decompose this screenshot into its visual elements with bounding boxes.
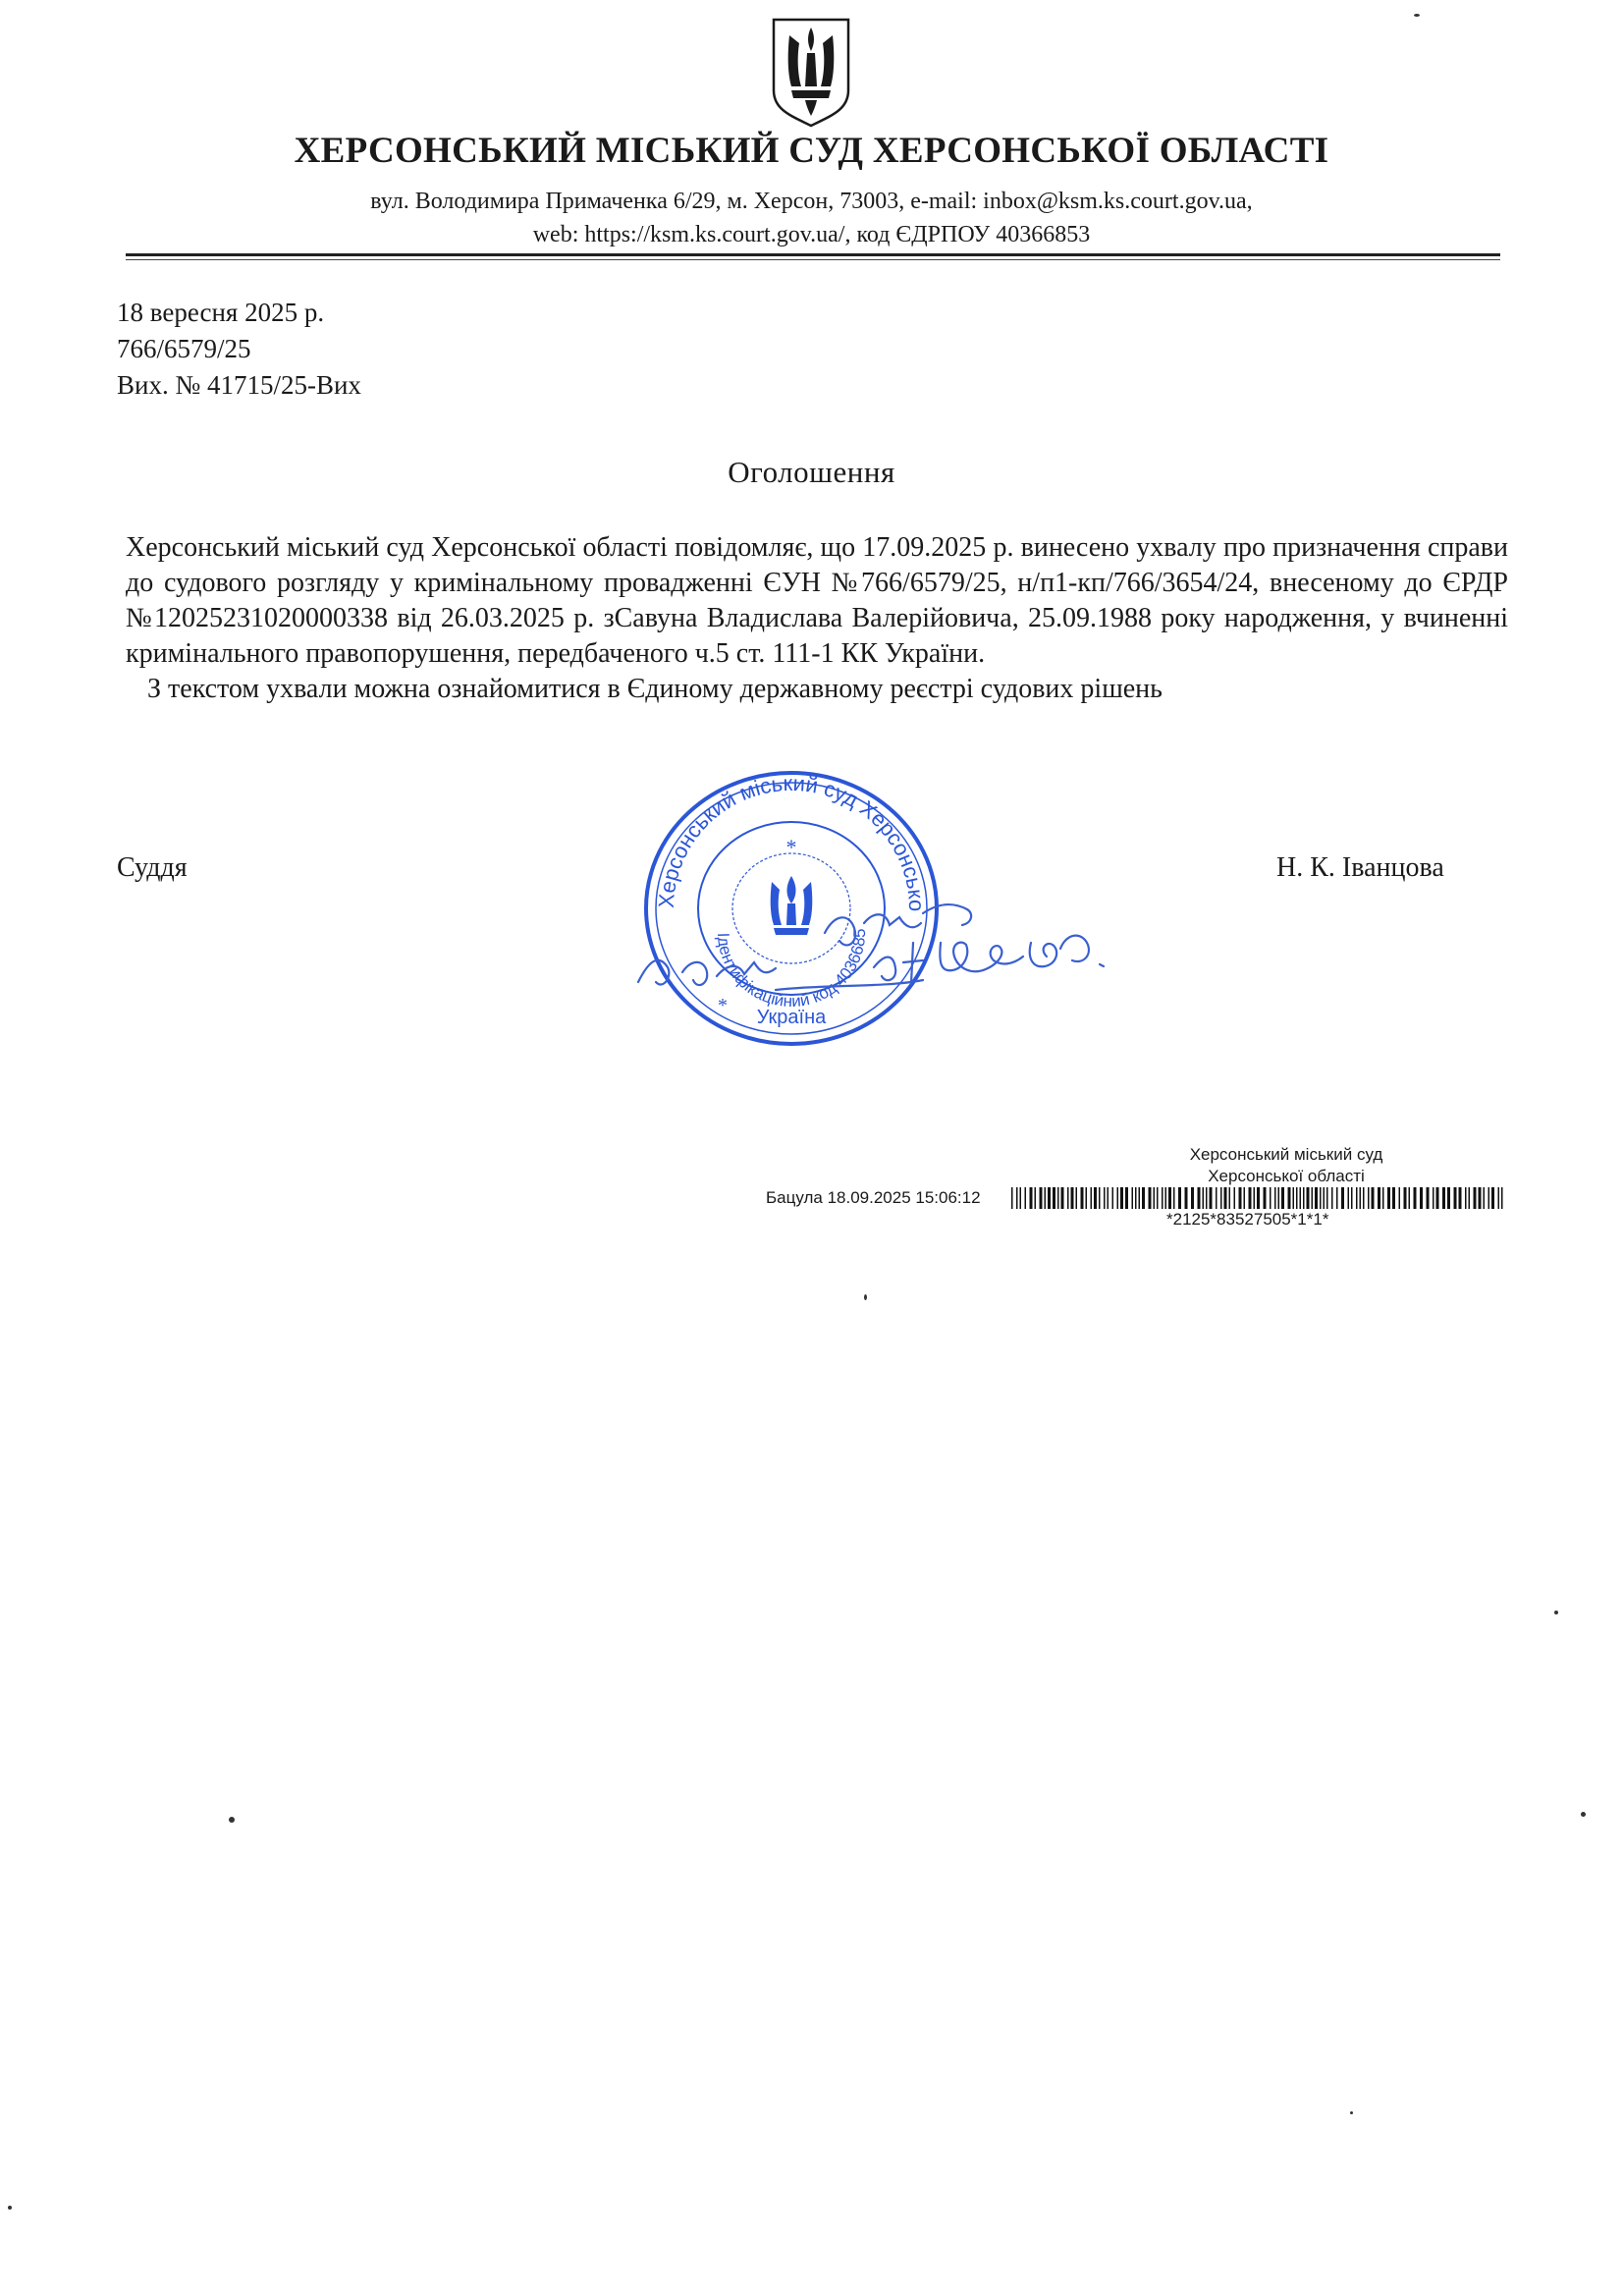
barcode-bar bbox=[1336, 1187, 1338, 1209]
barcode-bar bbox=[1030, 1187, 1033, 1209]
barcode-bar bbox=[1348, 1187, 1350, 1209]
barcode-bar bbox=[1220, 1187, 1222, 1209]
barcode-bar bbox=[1315, 1187, 1318, 1209]
barcode-bar bbox=[1234, 1187, 1236, 1209]
barcode-bar bbox=[1081, 1187, 1084, 1209]
barcode-bar bbox=[1341, 1187, 1344, 1209]
barcode-bar bbox=[1392, 1187, 1395, 1209]
barcode-bar bbox=[1360, 1187, 1362, 1209]
barcode-bar bbox=[1239, 1187, 1242, 1209]
barcode-bar bbox=[1168, 1187, 1171, 1209]
barcode-bar bbox=[1331, 1187, 1333, 1209]
barcode-bar bbox=[1086, 1187, 1088, 1209]
barcode-bar bbox=[1363, 1187, 1365, 1209]
barcode-bar bbox=[1210, 1187, 1213, 1209]
barcode-bar bbox=[1057, 1187, 1059, 1209]
seal-country-text: Україна bbox=[756, 1007, 827, 1028]
e-signer: Бацула 18.09.2025 15:06:12 bbox=[766, 1188, 981, 1207]
barcode-bar bbox=[1433, 1187, 1434, 1209]
e-court-line-2: Херсонської області bbox=[1208, 1167, 1365, 1185]
barcode-bar bbox=[1356, 1187, 1358, 1209]
barcode-bar bbox=[1498, 1187, 1500, 1209]
barcode-bar bbox=[1191, 1187, 1194, 1209]
judge-name: Н. К. Іванцова bbox=[1276, 852, 1444, 883]
barcode-bar bbox=[1484, 1187, 1486, 1209]
barcode-bar bbox=[1203, 1187, 1205, 1209]
barcode-bar bbox=[1312, 1187, 1314, 1209]
barcode-bar bbox=[1326, 1187, 1328, 1209]
barcode-bar bbox=[1368, 1187, 1370, 1209]
barcode-bar bbox=[1474, 1187, 1477, 1209]
barcode-bar bbox=[1459, 1187, 1462, 1209]
barcode-bar bbox=[1224, 1187, 1227, 1209]
case-number: 766/6579/25 bbox=[117, 334, 251, 363]
document-title: Оголошення bbox=[728, 455, 895, 489]
barcode-bar bbox=[1185, 1187, 1188, 1209]
e-code: *2125*83527505*1*1* bbox=[1166, 1210, 1329, 1229]
barcode-bar bbox=[1351, 1187, 1353, 1209]
barcode-bar bbox=[1094, 1187, 1097, 1209]
scan-speck bbox=[1414, 14, 1420, 17]
e-court-name bbox=[1139, 1144, 1434, 1187]
barcode-bar bbox=[1040, 1187, 1043, 1209]
document-meta bbox=[117, 295, 361, 404]
barcode-bar bbox=[1157, 1187, 1159, 1209]
barcode-bar bbox=[1296, 1187, 1298, 1209]
barcode-bar bbox=[1016, 1187, 1018, 1209]
barcode bbox=[1011, 1187, 1507, 1209]
announcement-paragraph-2: З текстом ухвали можна ознайомитися в Єдиному державному реєстрі судових рішень bbox=[147, 674, 1163, 704]
barcode-bar bbox=[1020, 1187, 1022, 1209]
barcode-bar bbox=[1257, 1187, 1260, 1209]
barcode-bar bbox=[1048, 1187, 1051, 1209]
barcode-bar bbox=[1320, 1187, 1322, 1209]
barcode-bar bbox=[1249, 1187, 1252, 1209]
scan-speck bbox=[8, 2206, 12, 2210]
barcode-bar bbox=[1053, 1187, 1055, 1209]
scan-speck bbox=[1554, 1611, 1558, 1614]
barcode-bar bbox=[1420, 1187, 1423, 1209]
barcode-bar bbox=[1076, 1187, 1078, 1209]
barcode-bar bbox=[1162, 1187, 1163, 1209]
header-divider-thin bbox=[126, 259, 1500, 260]
barcode-bar bbox=[1372, 1187, 1375, 1209]
barcode-bar bbox=[1264, 1187, 1267, 1209]
barcode-bar bbox=[1154, 1187, 1156, 1209]
barcode-bar bbox=[1025, 1187, 1027, 1209]
announcement-body bbox=[126, 530, 1508, 707]
barcode-bar bbox=[1281, 1187, 1284, 1209]
barcode-bar bbox=[1479, 1187, 1482, 1209]
barcode-bar bbox=[1108, 1187, 1109, 1209]
scan-speck bbox=[1581, 1812, 1586, 1817]
e-court-line-1: Херсонський міський суд bbox=[1189, 1145, 1383, 1164]
address-line-1: вул. Володимира Примаченка 6/29, м. Херсон, 73003, e-mail: inbox@ksm.ks.court.gov.ua, bbox=[370, 189, 1253, 214]
barcode-bar bbox=[1099, 1187, 1101, 1209]
barcode-bar bbox=[1135, 1187, 1137, 1209]
barcode-bar bbox=[1165, 1187, 1167, 1209]
document-date: 18 вересня 2025 р. bbox=[117, 298, 325, 327]
handwritten-certification bbox=[628, 874, 1159, 1021]
barcode-bar bbox=[1454, 1187, 1457, 1209]
barcode-bar bbox=[1274, 1187, 1276, 1209]
barcode-bar bbox=[1488, 1187, 1490, 1209]
barcode-bar bbox=[1149, 1187, 1152, 1209]
barcode-bar bbox=[1414, 1187, 1417, 1209]
barcode-bar bbox=[1120, 1187, 1123, 1209]
barcode-bar bbox=[1270, 1187, 1271, 1209]
barcode-bar bbox=[1436, 1187, 1439, 1209]
barcode-bar bbox=[1378, 1187, 1380, 1209]
barcode-bar bbox=[1307, 1187, 1310, 1209]
barcode-bar bbox=[1178, 1187, 1181, 1209]
barcode-bar bbox=[1293, 1187, 1295, 1209]
barcode-bar bbox=[1206, 1187, 1208, 1209]
tryzub-icon bbox=[768, 14, 854, 130]
barcode-bar bbox=[1300, 1187, 1302, 1209]
barcode-bar bbox=[1442, 1187, 1445, 1209]
judge-role-label: Суддя bbox=[117, 852, 188, 883]
court-name-heading: ХЕРСОНСЬКИЙ МІСЬКИЙ СУД ХЕРСОНСЬКОЇ ОБЛАСТІ bbox=[294, 131, 1329, 171]
barcode-bar bbox=[1112, 1187, 1114, 1209]
barcode-bar bbox=[1104, 1187, 1106, 1209]
barcode-bar bbox=[1139, 1187, 1141, 1209]
barcode-bar bbox=[1216, 1187, 1217, 1209]
barcode-bar bbox=[1491, 1187, 1494, 1209]
barcode-bar bbox=[1061, 1187, 1064, 1209]
barcode-bar bbox=[1071, 1187, 1074, 1209]
seal-inner-text: Ідентифікаційний код 4036685 bbox=[713, 928, 870, 1011]
announcement-paragraph-1: Херсонський міський суд Херсонської області повідомляє, що 17.09.2025 р. винесено ухвалу про призначення справи до судового розгляду у кримінальному провадженні ЄУН №766/6579/25, н/п1-кп/766/3654/24, внесеному до ЄРДР №12025231020000338 від 26.03.2025 р. зСавуна Владислава Валерійовича, 25.09.1988 року народження, у вчиненні кримінального правопорушення, передбаченого ч.5 ст. 111-1 КК України. bbox=[126, 532, 1508, 669]
barcode-bar bbox=[1501, 1187, 1503, 1209]
barcode-bar bbox=[1067, 1187, 1069, 1209]
barcode-bar bbox=[1447, 1187, 1450, 1209]
barcode-bar bbox=[1254, 1187, 1256, 1209]
barcode-bar bbox=[1465, 1187, 1467, 1209]
barcode-bar bbox=[1229, 1187, 1231, 1209]
barcode-bar bbox=[1173, 1187, 1175, 1209]
barcode-bar bbox=[1303, 1187, 1305, 1209]
barcode-bar bbox=[1382, 1187, 1384, 1209]
barcode-bar bbox=[1117, 1187, 1119, 1209]
svg-text:*: * bbox=[718, 995, 728, 1016]
header-divider bbox=[126, 253, 1500, 256]
barcode-bar bbox=[1011, 1187, 1013, 1209]
barcode-bar bbox=[1125, 1187, 1128, 1209]
seal-outer-text: Херсонський міський суд Херсонсько bbox=[653, 770, 930, 912]
barcode-bar bbox=[1288, 1187, 1291, 1209]
barcode-bar bbox=[1469, 1187, 1471, 1209]
barcode-bar bbox=[1091, 1187, 1093, 1209]
scan-speck bbox=[864, 1294, 867, 1300]
scan-speck bbox=[1350, 2111, 1353, 2114]
barcode-bar bbox=[1035, 1187, 1037, 1209]
barcode-bar bbox=[1324, 1187, 1325, 1209]
barcode-bar bbox=[1387, 1187, 1390, 1209]
barcode-bar bbox=[1427, 1187, 1430, 1209]
barcode-bar bbox=[1409, 1187, 1411, 1209]
svg-text:*: * bbox=[785, 835, 797, 859]
barcode-bar bbox=[1045, 1187, 1047, 1209]
barcode-bar bbox=[1244, 1187, 1246, 1209]
barcode-bar bbox=[1198, 1187, 1201, 1209]
outgoing-number: Вих. № 41715/25-Вих bbox=[117, 370, 361, 400]
barcode-bar bbox=[1278, 1187, 1280, 1209]
barcode-bar bbox=[1142, 1187, 1145, 1209]
court-address bbox=[0, 185, 1623, 251]
scan-speck bbox=[229, 1817, 235, 1823]
address-line-2: web: https://ksm.ks.court.gov.ua/, код ЄДРПОУ 40366853 bbox=[532, 222, 1091, 247]
barcode-bar bbox=[1132, 1187, 1134, 1209]
barcode-bar bbox=[1404, 1187, 1407, 1209]
barcode-bar bbox=[1399, 1187, 1401, 1209]
